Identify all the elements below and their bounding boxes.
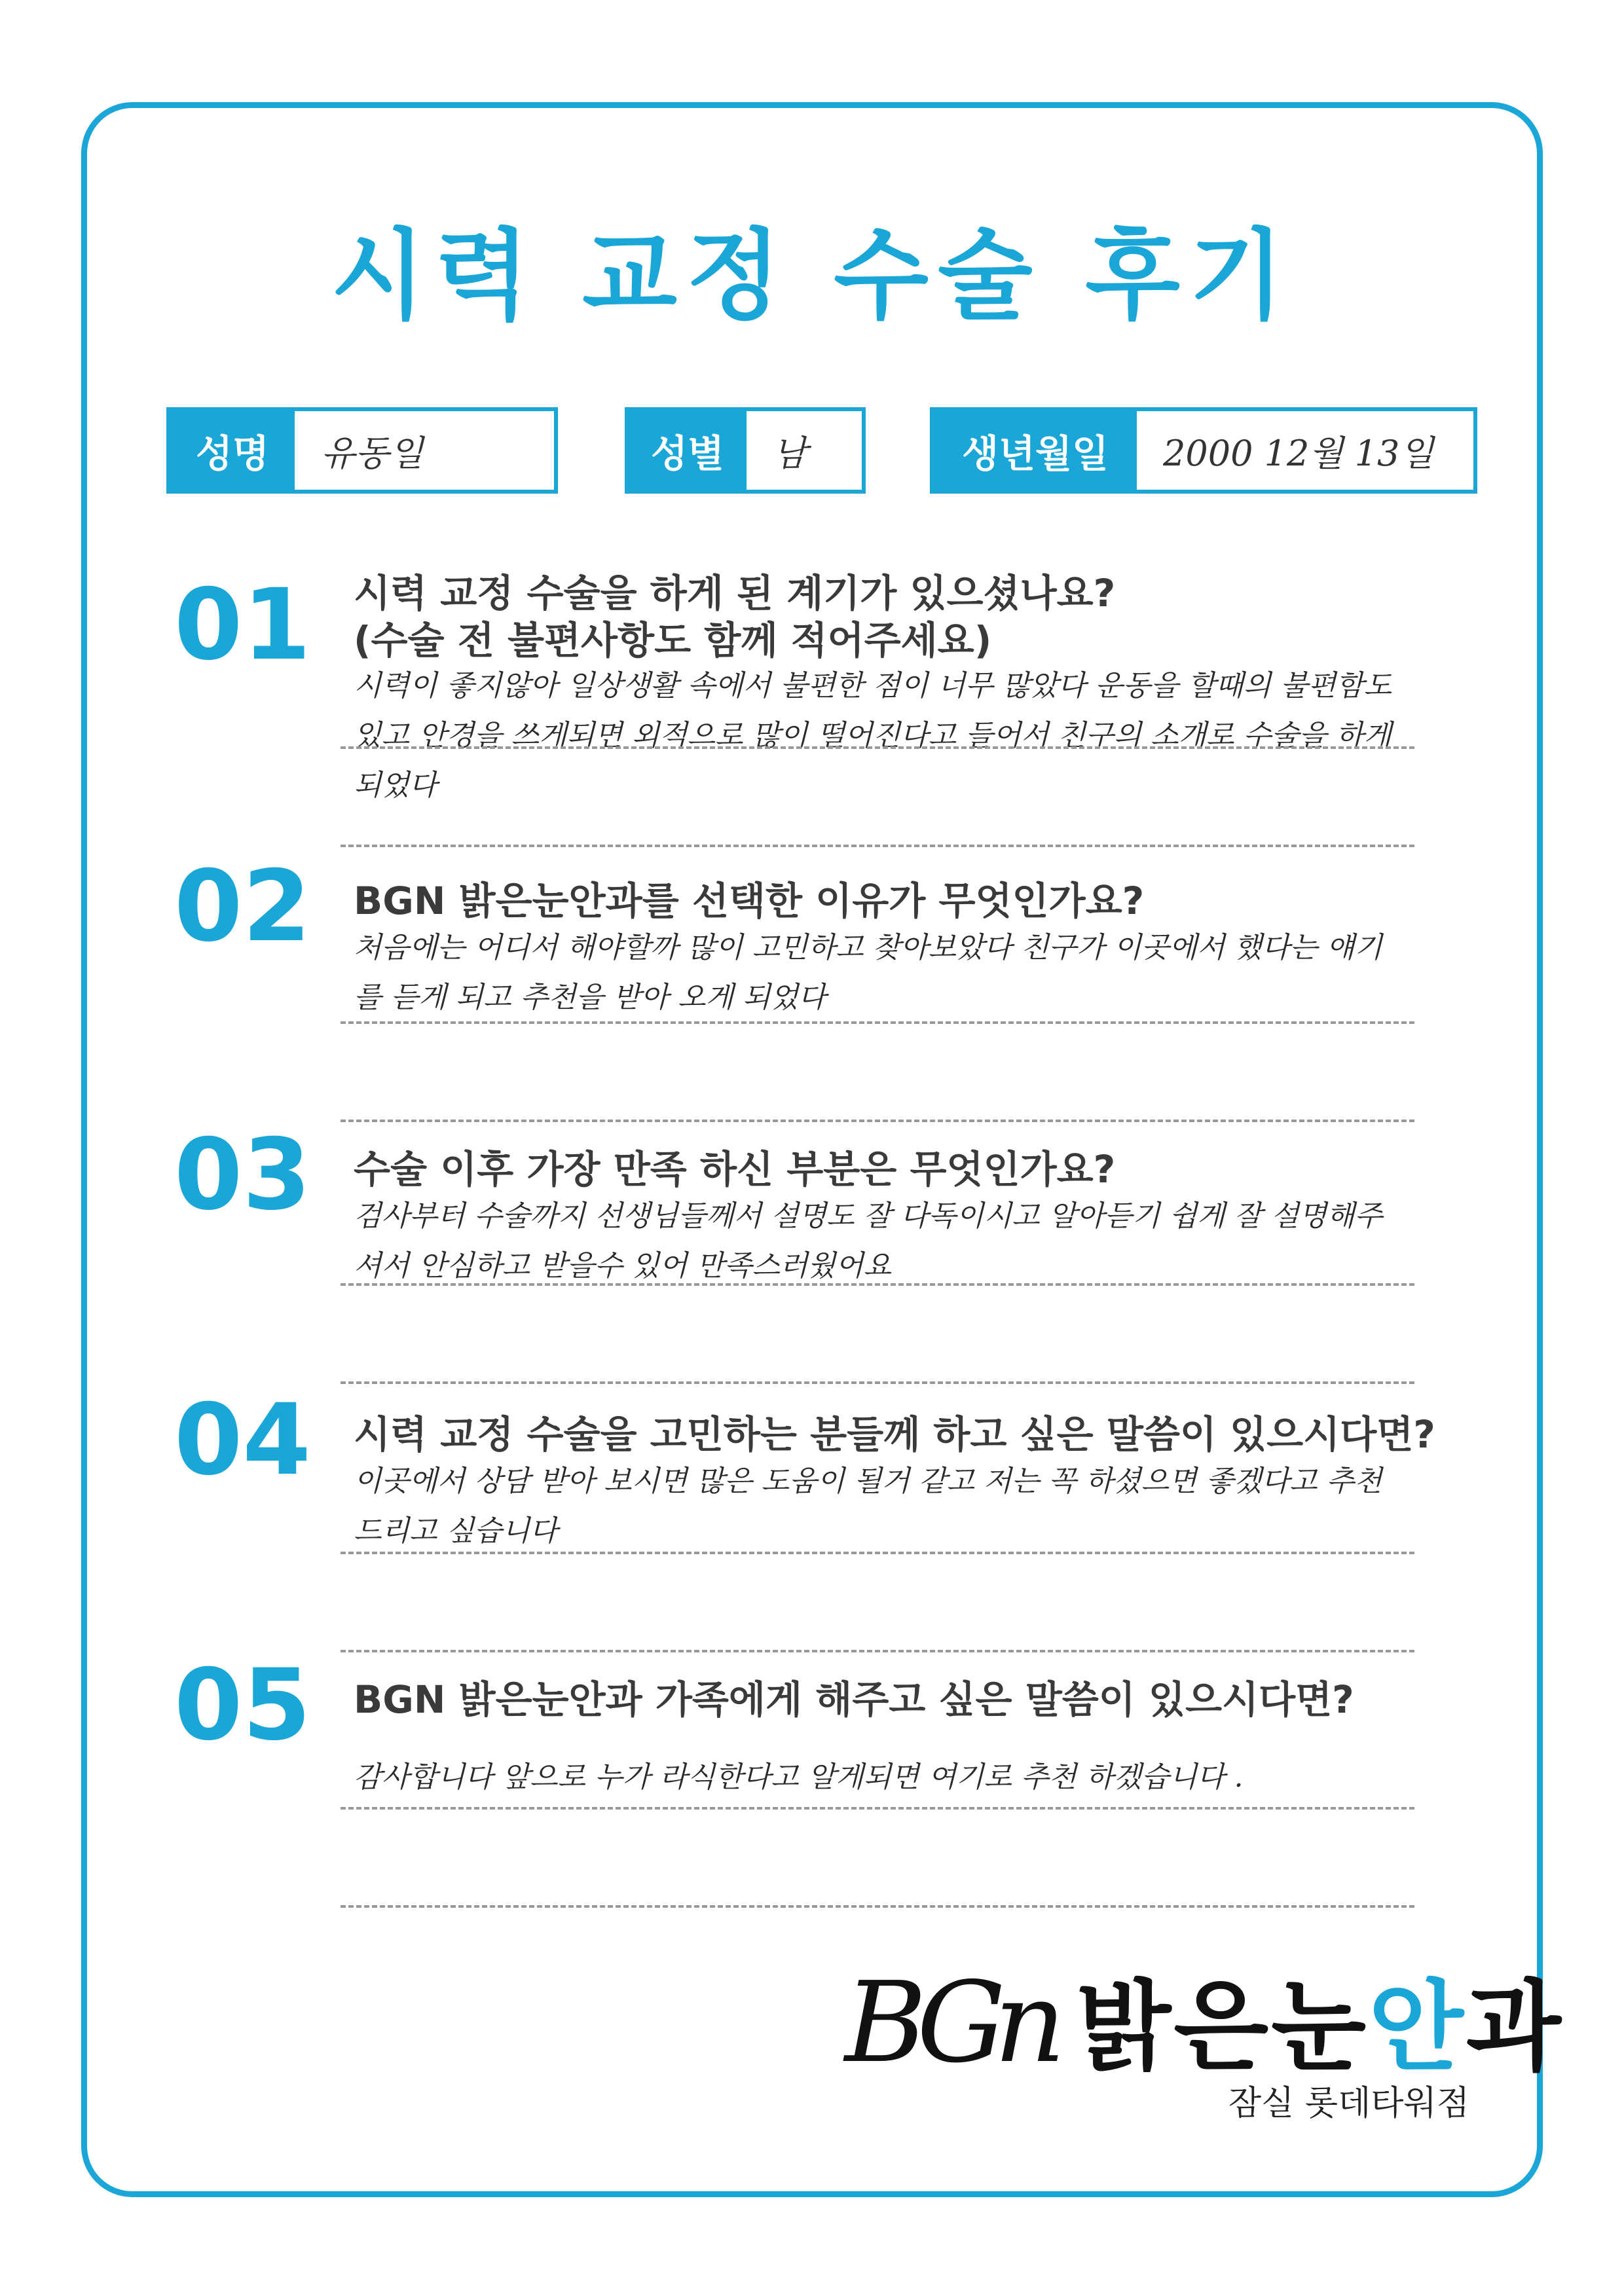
logo-name-accent: 안 <box>1369 1971 1466 2085</box>
question-4-answer: 이곳에서 상담 받아 보시면 많은 도움이 될거 같고 저는 꼭 하셨으면 좋겠다고 추천드리고 싶습니다 <box>354 1465 1382 1548</box>
dob-value: 2000 12월 13일 <box>1163 432 1434 474</box>
answer-line <box>341 1120 1414 1122</box>
gender-field <box>625 407 866 494</box>
answer-line <box>341 1021 1414 1024</box>
logo-name-part: 밝은눈 <box>1076 1971 1369 2085</box>
question-4-text: 시력 교정 수술을 고민하는 분들께 하고 싶은 말씀이 있으시다면? <box>354 1412 1435 1457</box>
answer-line <box>341 1905 1414 1908</box>
name-value: 유동일 <box>321 432 424 474</box>
question-2-answer: 처음에는 어디서 해야할까 많이 고민하고 찾아보았다 친구가 이곳에서 했다는 얘기를 듣게 되고 추천을 받아 오게 되었다 <box>354 931 1383 1014</box>
question-1-answer: 시력이 좋지않아 일상생활 속에서 불편한 점이 너무 많았다 운동을 할때의 불편함도 있고 안경을 쓰게되면 외적으로 많이 떨어진다고 들어서 친구의 소개로 수술을 하게 되었다 <box>354 669 1392 802</box>
bgn-logo-name <box>1076 1948 1564 2089</box>
answer-line <box>341 1650 1414 1652</box>
bgn-logo <box>845 1948 1564 2089</box>
question-1-text: 시력 교정 수술을 하게 된 계기가 있으셨나요? (수술 전 불편사항도 함께 적어주세요) <box>354 571 1116 663</box>
answer-line <box>341 1807 1414 1810</box>
answer-line <box>341 746 1414 749</box>
name-field <box>166 407 558 494</box>
answer-line <box>341 845 1414 847</box>
bgn-logo-mark: BGn <box>845 1958 1054 2088</box>
question-2-text: BGN 밝은눈안과를 선택한 이유가 무엇인가요? <box>354 879 1145 923</box>
dob-field <box>930 407 1477 494</box>
answer-line <box>341 1381 1414 1384</box>
answer-line <box>341 1283 1414 1286</box>
question-5-answer: 감사합니다 앞으로 누가 라식한다고 알게되면 여기로 추천 하겠습니다 . <box>354 1760 1244 1794</box>
question-1-number: 01 <box>174 568 311 682</box>
question-4-number: 04 <box>174 1383 311 1497</box>
answer-line <box>341 1552 1414 1554</box>
question-3-number: 03 <box>174 1118 311 1232</box>
question-5-text: BGN 밝은눈안과 가족에게 해주고 싶은 말씀이 있으시다면? <box>354 1677 1354 1722</box>
gender-label: 성별 <box>629 411 747 490</box>
gender-value: 남 <box>773 432 807 474</box>
question-2-number: 02 <box>174 850 311 964</box>
dob-label: 생년월일 <box>934 411 1137 490</box>
logo-name-part: 과 <box>1466 1971 1564 2085</box>
name-label: 성명 <box>170 411 295 490</box>
question-3-text: 수술 이후 가장 만족 하신 부분은 무엇인가요? <box>354 1147 1116 1192</box>
question-3-answer: 검사부터 수술까지 선생님들께서 설명도 잘 다독이시고 알아듣기 쉽게 잘 설명해주셔서 안심하고 받을수 있어 만족스러웠어요 <box>354 1199 1383 1283</box>
branch-name: 잠실 롯데타워점 <box>1228 2084 1469 2123</box>
page-title: 시력 교정 수술 후기 <box>331 219 1293 333</box>
question-5-number: 05 <box>174 1649 311 1762</box>
